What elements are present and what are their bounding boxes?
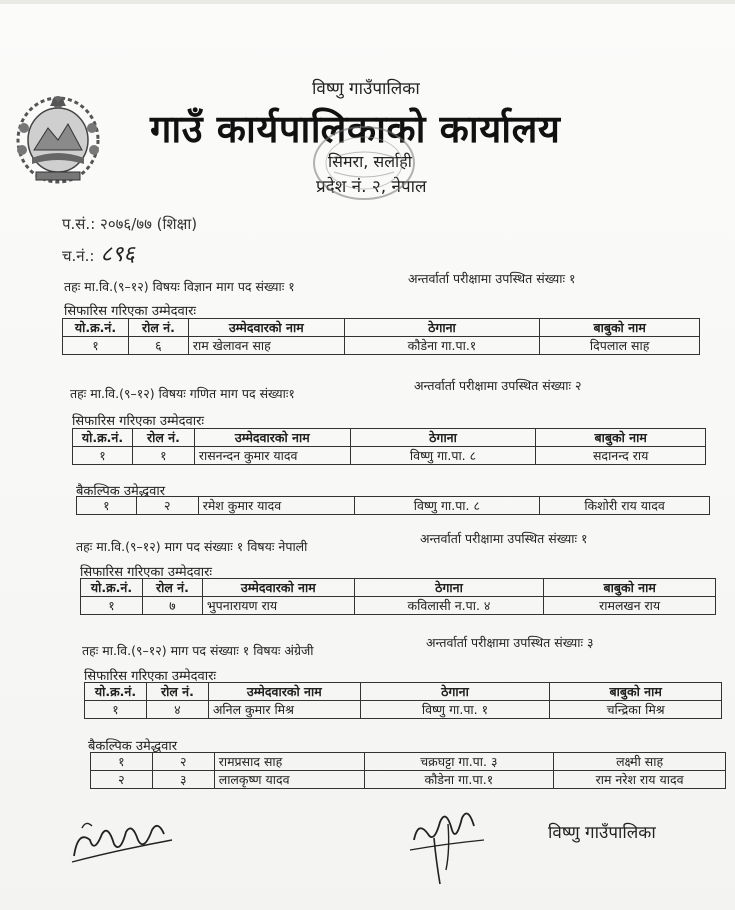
section-4-recommended-table [84, 682, 722, 719]
chalani-label: च.नं.: [62, 247, 95, 265]
section-1-line [64, 271, 576, 295]
cell-address: कौडेना गा.पा.१ [344, 337, 540, 355]
signature-1-icon [68, 810, 178, 870]
cell-name: रासनन्दन कुमार यादव [194, 447, 350, 465]
cell-serial: १ [85, 701, 147, 719]
section-4-line [82, 635, 594, 659]
col-father: बाबुको नाम [544, 579, 716, 597]
office-title: गाउँ कार्यपालिकाको कार्यालय [150, 107, 561, 151]
col-roll: रोल नं. [142, 579, 202, 597]
col-roll: रोल नं. [128, 319, 188, 337]
patra-sankhya: प.सं.: २०७६/७७ (शिक्षा) [62, 215, 198, 233]
office-address: सिमरा, सर्लाही [328, 152, 412, 171]
col-roll: रोल नं. [146, 683, 208, 701]
col-father: बाबुको नाम [536, 429, 706, 447]
cell-serial: १ [81, 597, 143, 615]
cell-serial: २ [91, 771, 153, 789]
section-3-recommended-label: सिफारिस गरिएका उम्मेदवारः [80, 565, 213, 580]
office-stamp-icon [304, 118, 424, 208]
section-1-recommended-label: सिफारिस गरिएका उम्मेदवारः [64, 304, 197, 319]
cell-father: दिपलाल साह [540, 337, 700, 355]
table-header-row [73, 429, 706, 447]
cell-name: राम खेलावन साह [188, 337, 344, 355]
cell-address: विष्णु गा.पा. ८ [350, 447, 536, 465]
col-address: ठेगाना [344, 319, 540, 337]
table-row [91, 771, 726, 789]
section-1-recommended-table [62, 318, 700, 355]
table-header-row [85, 683, 722, 701]
cell-father: लक्ष्मी साह [554, 753, 726, 771]
section-3-attendance: अन्तर्वार्ता परीक्षामा उपस्थित संख्याः १ [420, 531, 588, 546]
col-address: ठेगाना [360, 683, 550, 701]
section-3-details: तहः मा.वि.(९–१२) माग पद संख्याः १ विषयः नेपाली [76, 539, 308, 554]
cell-father: रामलखन राय [544, 597, 716, 615]
chalani-line [62, 238, 135, 268]
cell-father: किशोरी राय यादव [540, 497, 710, 515]
cell-father: राम नरेश राय यादव [554, 771, 726, 789]
cell-roll: २ [152, 753, 214, 771]
cell-serial: १ [63, 337, 129, 355]
cell-serial: १ [77, 497, 137, 515]
section-2-alternate-label: बैकल्पिक उमेद्धवार [76, 484, 166, 499]
section-3-recommended-table [80, 578, 716, 615]
page-top-edge [0, 0, 735, 4]
col-serial: यो.क्र.नं. [81, 579, 143, 597]
col-father: बाबुको नाम [540, 319, 700, 337]
table-row [85, 701, 722, 719]
cell-name: रमेश कुमार यादव [198, 497, 354, 515]
cell-roll: २ [136, 497, 198, 515]
section-2-line [70, 378, 582, 402]
cell-roll: १ [132, 447, 194, 465]
section-4-alternate-table [90, 752, 726, 789]
cell-address: चक्रघट्टा गा.पा. ३ [364, 753, 554, 771]
table-header-row [63, 319, 700, 337]
cell-roll: ४ [146, 701, 208, 719]
col-address: ठेगाना [350, 429, 536, 447]
col-name: उम्मेदवारको नाम [202, 579, 354, 597]
cell-address: कौडेना गा.पा.१ [364, 771, 554, 789]
cell-roll: ३ [152, 771, 214, 789]
cell-father: सदानन्द राय [536, 447, 706, 465]
section-2-details: तहः मा.वि.(९–१२) विषयः गणित माग पद संख्याः१ [70, 386, 295, 401]
table-row [81, 597, 716, 615]
section-1-attendance: अन्तर्वार्ता परीक्षामा उपस्थित संख्याः १ [408, 271, 576, 286]
section-1-details: तहः मा.वि.(९–१२) विषयः विज्ञान माग पद संख्याः १ [64, 279, 295, 294]
cell-address: कविलासी न.पा. ४ [354, 597, 544, 615]
section-4-details: तहः मा.वि.(९–१२) माग पद संख्याः १ विषयः अंग्रेजी [82, 643, 314, 658]
chalani-number: ८९६ [100, 242, 135, 267]
table-row [77, 497, 710, 515]
office-province: प्रदेश नं. २, नेपाल [316, 177, 427, 197]
col-roll: रोल नं. [132, 429, 194, 447]
nepal-emblem-icon [10, 88, 106, 190]
cell-address: विष्णु गा.पा. १ [360, 701, 550, 719]
col-name: उम्मेदवारको नाम [188, 319, 344, 337]
cell-serial: १ [73, 447, 133, 465]
cell-name: भुपनारायण राय [202, 597, 354, 615]
section-4-attendance: अन्तर्वार्ता परीक्षामा उपस्थित संख्याः ३ [426, 635, 594, 650]
section-2-alternate-table [76, 496, 710, 515]
col-address: ठेगाना [354, 579, 544, 597]
col-serial: यो.क्र.नं. [73, 429, 133, 447]
section-4-alternate-label: बैकल्पिक उमेद्धवार [88, 739, 178, 754]
col-serial: यो.क्र.नं. [63, 319, 129, 337]
cell-serial: १ [91, 753, 153, 771]
col-name: उम्मेदवारको नाम [208, 683, 360, 701]
section-2-recommended-table [72, 428, 706, 465]
table-header-row [81, 579, 716, 597]
section-2-attendance: अन्तर्वार्ता परीक्षामा उपस्थित संख्याः २ [414, 378, 582, 393]
col-father: बाबुको नाम [550, 683, 722, 701]
municipality-name: विष्णु गाउँपालिका [312, 79, 420, 99]
table-row [63, 337, 700, 355]
col-name: उम्मेदवारको नाम [194, 429, 350, 447]
section-2-recommended-label: सिफारिस गरिएका उम्मेदवारः [72, 414, 205, 429]
section-3-line [76, 531, 588, 555]
cell-name: अनिल कुमार मिश्र [208, 701, 360, 719]
cell-father: चन्द्रिका मिश्र [550, 701, 722, 719]
table-row [91, 753, 726, 771]
cell-name: रामप्रसाद साह [214, 753, 364, 771]
section-4-recommended-label: सिफारिस गरिएका उम्मेदवारः [84, 669, 217, 684]
col-serial: यो.क्र.नं. [85, 683, 147, 701]
cell-roll: ७ [142, 597, 202, 615]
cell-roll: ६ [128, 337, 188, 355]
cell-address: विष्णु गा.पा. ८ [354, 497, 540, 515]
cell-name: लालकृष्ण यादव [214, 771, 364, 789]
office-signature-label: विष्णु गाउँपालिका [548, 823, 656, 843]
signature-2-icon [404, 800, 494, 890]
table-row [73, 447, 706, 465]
